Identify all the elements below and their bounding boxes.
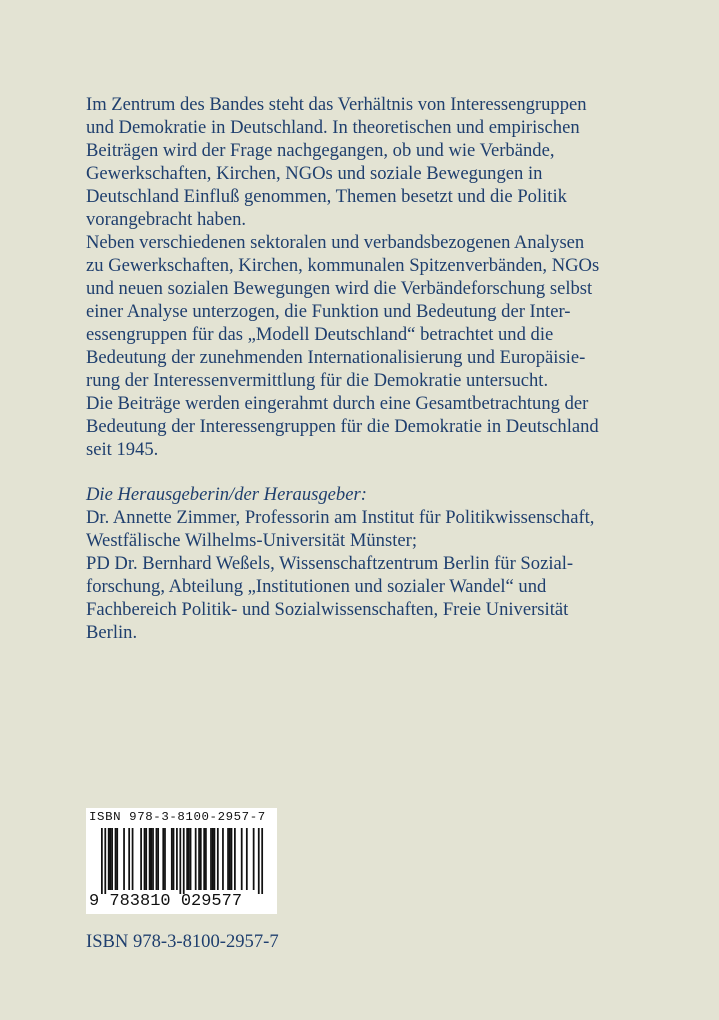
barcode-bar: [140, 828, 142, 890]
editors-line: forschung, Abteilung „Institutionen und sozialer Wandel“ und: [86, 576, 547, 597]
description-line: und Demokratie in Deutschland. In theoretischen und empirischen: [86, 117, 580, 138]
description-line: Die Beiträge werden eingerahmt durch eine Gesamtbetrachtung der: [86, 393, 589, 414]
description-line: rung der Interessenvermittlung für die Demokratie untersucht.: [86, 370, 549, 391]
barcode-box: [86, 808, 277, 914]
barcode-bar: [231, 828, 233, 890]
editors-line: Dr. Annette Zimmer, Professorin am Institut für Politikwissenschaft,: [86, 507, 595, 528]
barcode-bar: [164, 828, 166, 890]
description-line: Im Zentrum des Bandes steht das Verhältnis von Interessengruppen: [86, 94, 587, 115]
barcode-bar: [246, 828, 248, 890]
description-line: Beiträgen wird der Frage nachgegangen, ob und wie Verbände,: [86, 140, 555, 161]
barcode-bar: [195, 828, 197, 890]
barcode-guard-bar: [179, 828, 181, 894]
barcode-bar: [234, 828, 236, 890]
barcode-bar: [227, 828, 229, 890]
barcode-guard-bar: [183, 828, 185, 894]
description-line: Bedeutung der zunehmenden Internationalisierung und Europäisie-: [86, 347, 586, 368]
barcode-bar: [111, 828, 113, 890]
description-line: vorangebracht haben.: [86, 209, 247, 230]
barcode-bar: [190, 828, 192, 890]
barcode-bar: [149, 828, 151, 890]
barcode-bar: [128, 828, 130, 890]
barcode-guard-bar: [261, 828, 263, 894]
barcode-bar: [229, 828, 231, 890]
editors-line: Westfälische Wilhelms-Universität Münster;: [86, 530, 417, 551]
barcode-bar: [144, 828, 146, 890]
barcode-bar: [205, 828, 207, 890]
barcode-bar: [210, 828, 212, 890]
barcode-bar: [152, 828, 154, 890]
barcode-bar: [198, 828, 200, 890]
editors-line: Berlin.: [86, 622, 138, 643]
description-line: Deutschland Einfluß genommen, Themen besetzt und die Politik: [86, 186, 567, 207]
description-line: Gewerkschaften, Kirchen, NGOs und soziale Bewegungen in: [86, 163, 543, 184]
paragraph-gap: [86, 461, 646, 483]
barcode-bar: [150, 828, 152, 890]
description-text: [86, 93, 646, 644]
barcode-bar: [214, 828, 216, 890]
barcode-bar: [132, 828, 134, 890]
description-line: einer Analyse unterzogen, die Funktion und Bedeutung der Inter-: [86, 301, 571, 322]
barcode-bar: [173, 828, 175, 890]
description-line: Neben verschiedenen sektoralen und verbandsbezogenen Analysen: [86, 232, 585, 253]
barcode-bar: [200, 828, 202, 890]
barcode-isbn-text: ISBN 978-3-8100-2957-7: [89, 810, 266, 824]
barcode-bar: [203, 828, 205, 890]
barcode-bars: [92, 828, 272, 894]
description-line: seit 1945.: [86, 439, 159, 460]
barcode-bar: [222, 828, 224, 890]
isbn-label: ISBN 978-3-8100-2957-7: [86, 931, 279, 952]
barcode-guard-bar: [258, 828, 260, 894]
barcode-bar: [116, 828, 118, 890]
barcode-bar: [108, 828, 110, 890]
barcode-bar: [176, 828, 178, 890]
barcode-bar: [253, 828, 255, 890]
barcode-bar: [145, 828, 147, 890]
editors-heading: Die Herausgeberin/der Herausgeber:: [86, 484, 367, 505]
editors-line: PD Dr. Bernhard Weßels, Wissenschaftzentrum Berlin für Sozial-: [86, 553, 574, 574]
barcode-bar: [241, 828, 243, 890]
barcode-bar: [156, 828, 158, 890]
barcode-digits: 9 783810 029577: [89, 892, 243, 911]
barcode-bar: [110, 828, 112, 890]
barcode-bar: [157, 828, 159, 890]
barcode-bar: [115, 828, 117, 890]
barcode-bar: [217, 828, 219, 890]
editors-line: Fachbereich Politik- und Sozialwissenschaften, Freie Universität: [86, 599, 569, 620]
description-line: und neuen sozialen Bewegungen wird die Verbändeforschung selbst: [86, 278, 593, 299]
barcode-bar: [212, 828, 214, 890]
barcode-bar: [171, 828, 173, 890]
barcode-bar: [123, 828, 125, 890]
description-line: essengruppen für das „Modell Deutschland“ betrachtet und die: [86, 324, 554, 345]
barcode-guard-bar: [101, 828, 103, 894]
barcode-bar: [162, 828, 164, 890]
barcode-guard-bar: [104, 828, 106, 894]
barcode-bar: [186, 828, 188, 890]
description-line: Bedeutung der Interessengruppen für die Demokratie in Deutschland: [86, 416, 599, 437]
barcode-bar: [188, 828, 190, 890]
description-line: zu Gewerkschaften, Kirchen, kommunalen Spitzenverbänden, NGOs: [86, 255, 600, 276]
